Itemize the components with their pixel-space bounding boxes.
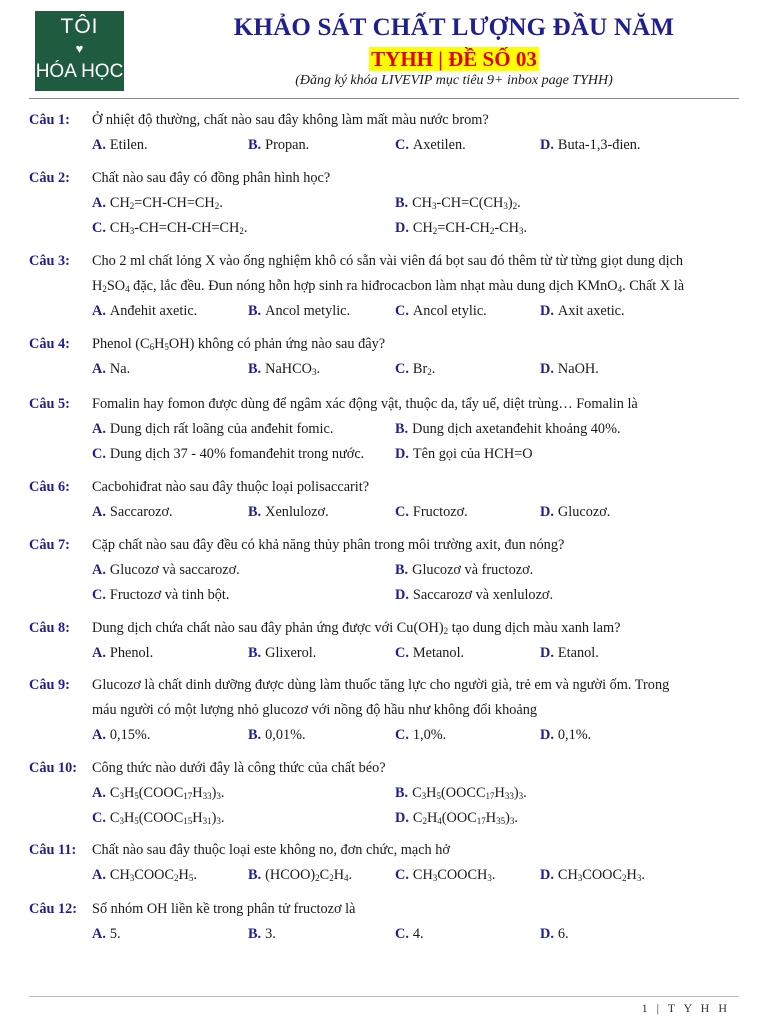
question-label: Câu 7: [29,537,70,553]
option-a[interactable] [92,785,224,802]
option-key: C. [92,220,106,236]
option-key: A. [92,727,106,743]
option-text: $C_3H_5(OOCC_{17}H_{33})_3$. [412,785,527,801]
option-key: D. [395,587,409,603]
option-key: D. [395,810,409,826]
question-label: Câu 1: [29,112,70,128]
option-a[interactable] [92,137,148,154]
option-a[interactable] [92,421,333,438]
option-b[interactable] [248,727,306,744]
option-text: Glucozơ. [557,504,611,520]
option-text: Axetilen. [412,137,466,153]
question-label: Câu 2: [29,170,70,186]
logo-line-2: HÓA HỌC [35,61,124,82]
option-d[interactable] [540,926,569,943]
option-key: A. [92,867,106,883]
option-key: A. [92,562,106,578]
option-key: B. [248,361,262,377]
option-text: $CH_3COOC_2H_3$. [557,867,645,883]
option-key: B. [248,137,262,153]
option-c[interactable] [395,361,435,378]
option-text: $CH_3-CH=C(CH_3)_2$. [412,195,521,211]
option-text: NaHCO$_3$. [265,361,321,377]
page-title: KHẢO SÁT CHẤT LƯỢNG ĐẦU NĂM [233,14,675,41]
option-key: C. [92,587,106,603]
option-key: A. [92,361,106,377]
question-text: Cặp chất nào sau đây đều có khả năng thủy phân trong môi trường axit, đun nóng? [92,537,565,553]
option-key: D. [395,446,409,462]
question-label: Câu 8: [29,620,70,636]
option-c[interactable] [92,220,247,237]
option-text: Etilen. [109,137,148,153]
option-a[interactable] [92,727,150,744]
option-key: C. [395,645,409,661]
option-text: $Br_2$. [412,361,436,377]
option-text: $C_3H_5(COOC_{15}H_{31})_3$. [109,810,225,826]
option-text: NaOH. [557,361,599,377]
option-text: Etanol. [557,645,599,661]
option-key: C. [395,727,409,743]
option-c[interactable] [395,926,424,943]
option-key: D. [540,926,554,942]
option-key: A. [92,137,106,153]
option-key: A. [92,645,106,661]
question-label: Câu 9: [29,677,70,693]
question-text: Cho 2 ml chất lỏng X vào ống nghiệm khô có sẵn vài viên đá bọt sau đó thêm từ từ từng giọt dung dịch [92,253,684,269]
question-label: Câu 4: [29,336,70,352]
option-c[interactable] [395,504,468,521]
question-text: Fomalin hay fomon được dùng để ngâm xác động vật, thuộc da, tẩy uế, diệt trùng… Fomalin là [92,396,638,412]
option-d[interactable] [395,587,553,604]
option-key: C. [395,303,409,319]
option-key: B. [395,195,409,211]
option-d[interactable] [540,645,599,662]
question-label: Câu 10: [29,760,78,776]
option-text: $(HCOO)_2C_2H_4$. [265,867,353,883]
option-text: Buta-1,3-đien. [557,137,641,153]
option-text: 0,1%. [557,727,592,743]
option-text: $CH_3COOCH_3$. [412,867,496,883]
option-text: $C_3H_5(COOC_{17}H_{33})_3$. [109,785,225,801]
option-text: 4. [412,926,424,942]
option-a[interactable] [92,504,173,521]
option-b[interactable] [395,421,621,438]
option-text: Dung dịch rất loãng của anđehit fomic. [109,421,334,437]
option-b[interactable] [248,504,329,521]
page-footer: 1 | T Y H H [641,1001,730,1015]
question-text: Công thức nào dưới đây là công thức của chất béo? [92,760,386,776]
option-a[interactable] [92,361,130,378]
option-key: C. [395,926,409,942]
option-text: 0,01%. [265,727,306,743]
question-text: Cacbohiđrat nào sau đây thuộc loại polisaccarit? [92,479,370,495]
option-b[interactable] [395,195,521,212]
option-text: $CH_3COOC_2H_5$. [109,867,197,883]
option-key: A. [92,504,106,520]
question-text: Glucozơ là chất dinh dưỡng được dùng làm thuốc tăng lực cho người già, trẻ em và người ốm. Trong [92,677,670,693]
option-text: $CH_2=CH-CH_2-CH_3$. [412,220,528,236]
option-text: 5. [109,926,121,942]
option-a[interactable] [92,867,197,884]
option-d[interactable] [540,303,625,320]
option-text: Metanol. [412,645,465,661]
option-text: Dung dịch 37 - 40% fomanđehit trong nước. [109,446,365,462]
option-key: D. [540,867,554,883]
question-text: Ở nhiệt độ thường, chất nào sau đây không làm mất màu nước brom? [92,112,489,128]
question-text: Dung dịch chứa chất nào sau đây phản ứng được với $Cu(OH)_2$ tạo dung dịch màu xanh lam? [92,620,621,636]
option-text: 3. [265,926,276,942]
question-text-continued: $H_2SO_4$ đặc, lắc đều. Đun nóng hỗn hợp sinh ra hiđrocacbon làm nhạt màu dung dịch KMnO$_4$. Chất X là [92,278,685,294]
question-text: Chất nào sau đây thuộc loại este không no, đơn chức, mạch hở [92,842,450,858]
option-key: B. [248,926,262,942]
option-key: D. [395,220,409,236]
footer-divider [29,996,739,997]
option-key: D. [540,361,554,377]
option-text: Axit axetic. [557,303,625,319]
option-c[interactable] [395,303,487,320]
option-d[interactable] [540,504,610,521]
option-d[interactable] [540,361,599,378]
option-key: A. [92,785,106,801]
question-text-continued: máu người có một lượng nhỏ glucozơ với nồng độ hầu như không đổi khoảng [92,702,538,718]
question-text: Phenol $(C_6H_5OH)$ không có phản ứng nào sau đây? [92,336,386,352]
option-b[interactable] [248,867,352,884]
question-text: Chất nào sau đây có đồng phân hình học? [92,170,331,186]
option-text: $CH_3-CH=CH-CH=CH_2$. [109,220,248,236]
option-text: Saccarozơ. [109,504,173,520]
option-text: Glucozơ và fructozơ. [412,562,534,578]
option-key: B. [248,303,262,319]
option-b[interactable] [248,303,350,320]
option-a[interactable] [92,195,223,212]
option-key: C. [395,504,409,520]
option-c[interactable] [395,137,466,154]
option-text: Saccarozơ và xenlulozơ. [412,587,554,603]
option-key: B. [395,562,409,578]
option-key: C. [92,810,106,826]
option-text: Anđehit axetic. [109,303,198,319]
question-label: Câu 6: [29,479,70,495]
option-c[interactable] [92,810,224,827]
option-text: 1,0%. [412,727,447,743]
option-text: Xenlulozơ. [265,504,329,520]
logo [35,11,124,91]
option-d[interactable] [540,727,591,744]
option-key: B. [248,727,262,743]
option-key: A. [92,303,106,319]
option-text: Propan. [265,137,310,153]
option-key: B. [395,421,409,437]
option-a[interactable] [92,562,240,579]
question-label: Câu 3: [29,253,70,269]
option-key: B. [248,504,262,520]
option-key: B. [395,785,409,801]
registration-note: (Đăng ký khóa LIVEVIP mục tiêu 9+ inbox page TYHH) [295,73,613,88]
option-c[interactable] [395,645,464,662]
option-text: $C_2H_4(OOC_{17}H_{35})_3$. [412,810,518,826]
option-key: D. [540,504,554,520]
option-text: Na. [109,361,131,377]
option-b[interactable] [395,785,527,802]
option-a[interactable] [92,303,197,320]
option-key: A. [92,926,106,942]
option-key: D. [540,727,554,743]
option-b[interactable] [248,361,320,378]
option-d[interactable] [540,137,641,154]
option-text: Ancol etylic. [412,303,487,319]
option-key: D. [540,137,554,153]
option-text: Dung dịch axetanđehit khoảng 40%. [412,421,621,437]
option-text: 6. [557,926,569,942]
option-key: A. [92,195,106,211]
option-b[interactable] [248,645,316,662]
option-key: B. [248,645,262,661]
option-c[interactable] [92,587,229,604]
heart-icon: ♥ [75,41,84,56]
option-text: $CH_2=CH-CH=CH_2$. [109,195,223,211]
option-a[interactable] [92,926,121,943]
option-key: B. [248,867,262,883]
option-d[interactable] [395,220,527,237]
option-text: Tên gọi của HCH=O [412,446,533,462]
option-text: 0,15%. [109,727,151,743]
option-c[interactable] [92,446,364,463]
option-key: D. [540,645,554,661]
option-b[interactable] [395,562,533,579]
option-key: C. [395,137,409,153]
option-c[interactable] [395,727,446,744]
option-text: Ancol metylic. [265,303,351,319]
option-b[interactable] [248,926,276,943]
option-key: D. [540,303,554,319]
option-text: Glixerol. [265,645,317,661]
exam-subtitle: TYHH | ĐỀ SỐ 03 [371,47,537,71]
option-text: Glucozơ và saccarozơ. [109,562,240,578]
option-key: C. [92,446,106,462]
question-label: Câu 5: [29,396,70,412]
option-d[interactable] [540,867,645,884]
option-key: A. [92,421,106,437]
header-divider [29,98,739,99]
question-label: Câu 12: [29,901,78,917]
question-text: Số nhóm OH liền kề trong phân tử fructozơ là [92,901,356,917]
option-c[interactable] [395,867,495,884]
option-key: C. [395,361,409,377]
option-key: C. [395,867,409,883]
option-b[interactable] [248,137,309,154]
option-text: Fructozơ và tinh bột. [109,587,230,603]
logo-line-1: TÔI [60,15,99,38]
question-label: Câu 11: [29,842,77,858]
option-a[interactable] [92,645,153,662]
option-d[interactable] [395,810,518,827]
option-d[interactable] [395,446,533,463]
option-text: Fructozơ. [412,504,468,520]
option-text: Phenol. [109,645,154,661]
